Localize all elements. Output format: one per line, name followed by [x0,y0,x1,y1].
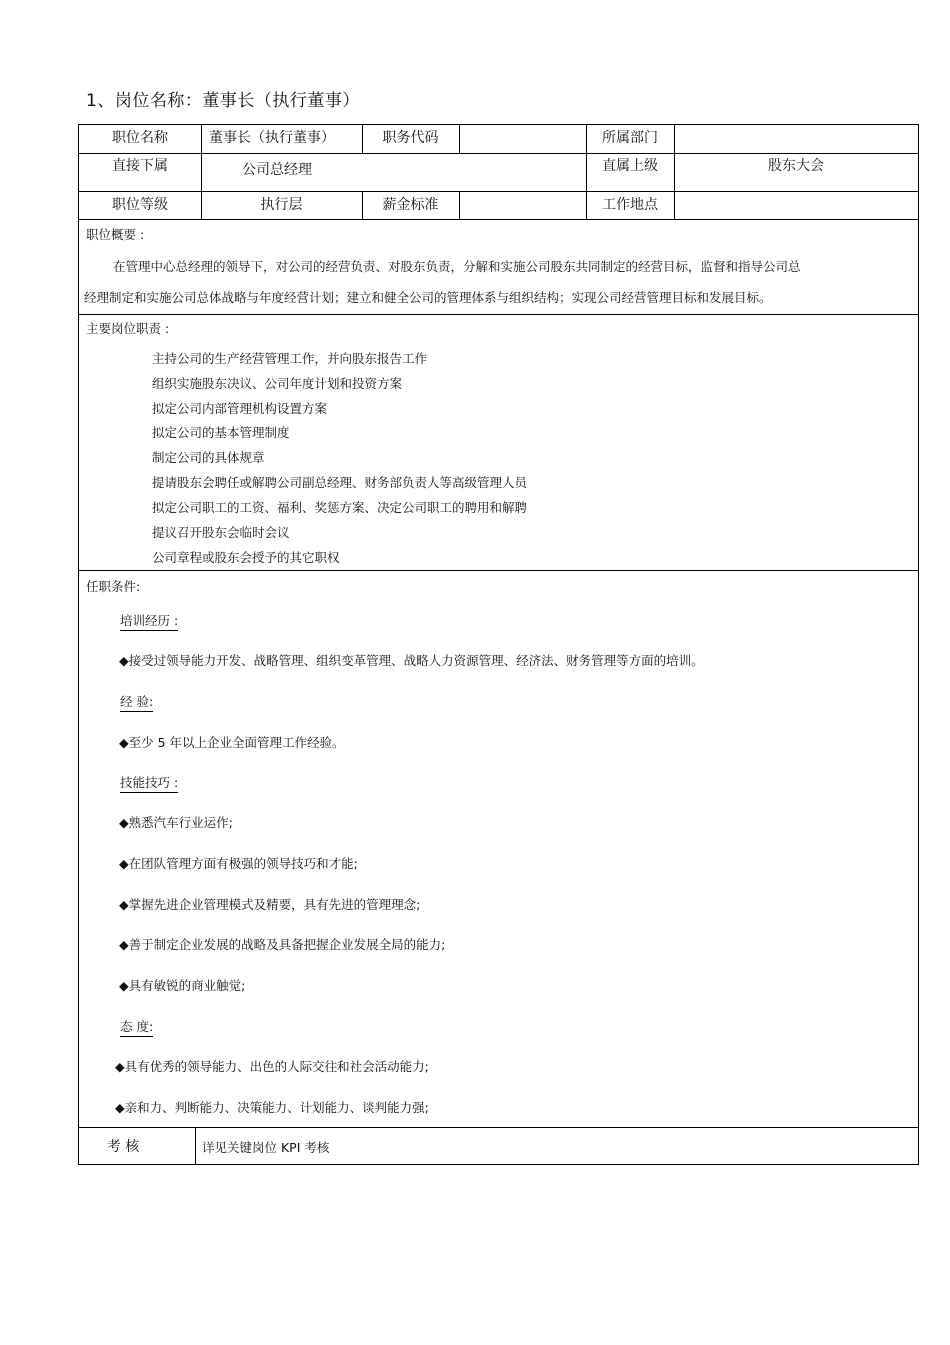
skill-item: ◆熟悉汽车行业运作; [119,815,233,830]
skills-label: 技能技巧 : [120,773,178,793]
salary-standard-label: 薪金标准 [382,197,439,213]
row-divider [79,191,918,192]
duty-item: 提议召开股东会临时会议 [152,525,290,540]
requirements-label: 任职条件: [86,579,141,594]
assessment-value: 详见关键岗位 KPI 考核 [202,1140,330,1155]
skill-item: ◆具有敏锐的商业触觉; [119,978,246,993]
position-level-value: 执行层 [260,197,303,213]
overview-text-line-1: 在管理中心总经理的领导下，对公司的经营负责、对股东负责，分解和实施公司股东共同制定的经营目标，监督和指导公司总 [113,259,801,274]
duty-item: 拟定公司的基本管理制度 [152,425,290,440]
row-divider [79,314,918,315]
duty-item: 制定公司的具体规章 [152,450,265,465]
direct-subordinate-label: 直接下属 [112,158,168,174]
column-divider [459,125,460,153]
training-label: 培训经历 : [120,611,178,631]
duty-item: 拟定公司职工的工资、福利、奖惩方案、决定公司职工的聘用和解聘 [152,500,528,515]
attitude-item: ◆亲和力、判断能力、决策能力、计划能力、谈判能力强; [115,1100,429,1115]
column-divider [459,191,460,219]
job-code-label: 职务代码 [382,130,439,146]
row-divider [79,570,918,571]
position-name-value: 董事长（执行董事） [209,130,335,146]
overview-text-line-2: 经理制定和实施公司总体战略与年度经营计划；建立和健全公司的管理体系与组织结构；实现公司经营管理目标和发展目标。 [84,290,772,305]
department-label: 所属部门 [602,130,658,146]
skill-item: ◆掌握先进企业管理模式及精要，具有先进的管理理念; [119,897,421,912]
column-divider [195,1127,196,1164]
position-name-label: 职位名称 [112,130,168,146]
direct-superior-label: 直属上级 [602,158,658,174]
duty-item: 提请股东会聘任或解聘公司副总经理、财务部负责人等高级管理人员 [152,475,528,490]
duties-label: 主要岗位职责 : [86,321,170,336]
duty-item: 拟定公司内部管理机构设置方案 [152,401,328,416]
assessment-label: 考 核 [106,1139,140,1155]
row-divider [79,153,918,154]
direct-superior-value: 股东大会 [768,158,824,174]
page-title: 1、岗位名称：董事长（执行董事） [86,91,360,111]
position-level-label: 职位等级 [112,197,168,213]
experience-label: 经 验: [120,692,153,712]
duty-item: 组织实施股东决议、公司年度计划和投资方案 [152,376,403,391]
job-description-table [78,124,919,1165]
duty-item: 公司章程或股东会授予的其它职权 [152,550,340,565]
row-divider [79,219,918,220]
training-item: ◆接受过领导能力开发、战略管理、组织变革管理、战略人力资源管理、经济法、财务管理等方面的培训。 [119,653,704,668]
row-divider [79,1127,918,1128]
attitude-label: 态 度: [120,1017,153,1037]
skill-item: ◆善于制定企业发展的战略及具备把握企业发展全局的能力; [119,937,446,952]
skill-item: ◆在团队管理方面有极强的领导技巧和才能; [119,856,358,871]
work-location-label: 工作地点 [602,197,658,213]
overview-label: 职位概要 : [86,227,145,242]
duty-item: 主持公司的生产经营管理工作，并向股东报告工作 [152,351,428,366]
attitude-item: ◆具有优秀的领导能力、出色的人际交往和社会活动能力; [115,1059,429,1074]
direct-subordinate-value: 公司总经理 [242,162,312,178]
experience-item: ◆至少 5 年以上企业全面管理工作经验。 [119,735,345,750]
